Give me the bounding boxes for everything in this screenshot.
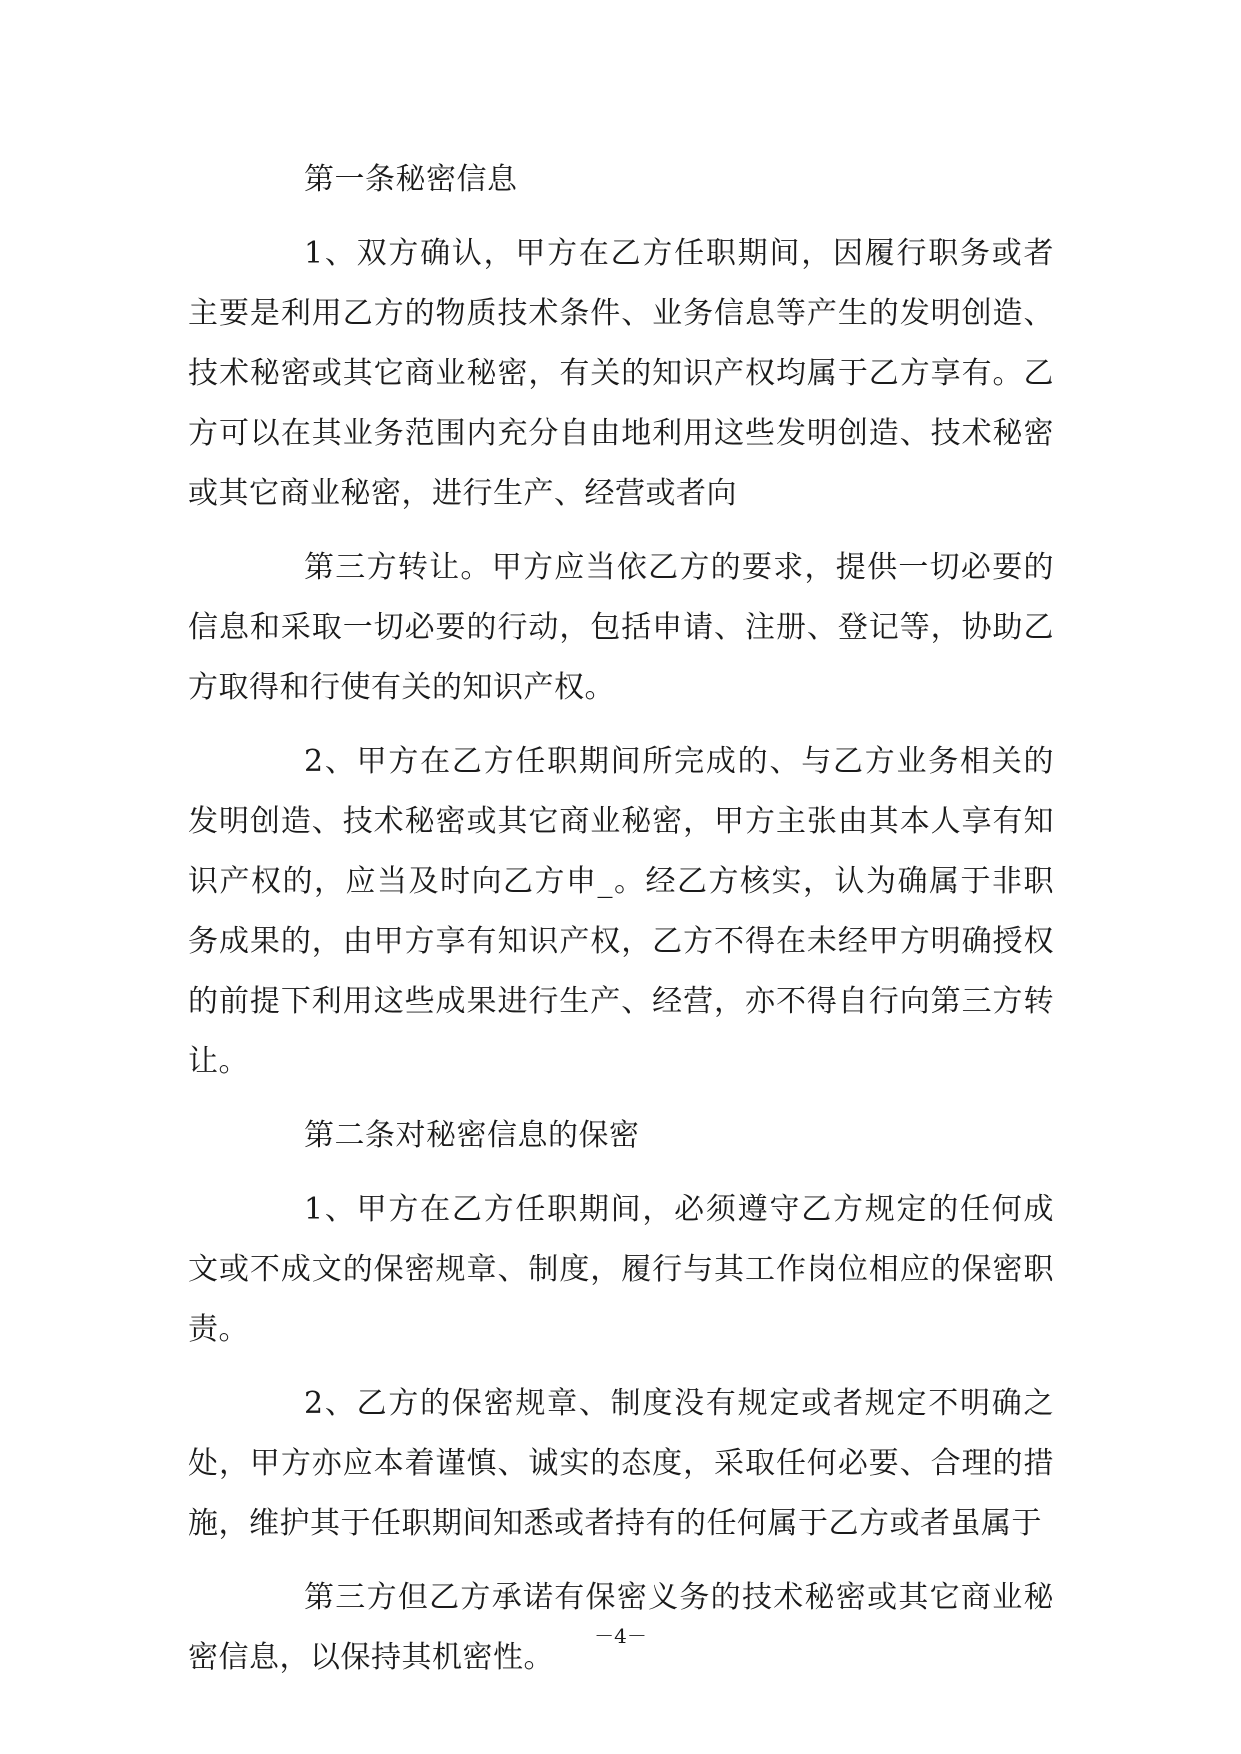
document-body: [188, 150, 1054, 1688]
page-number: －4－: [594, 1624, 647, 1648]
section-heading: 第一条秘密信息: [304, 162, 518, 197]
paragraph: 1、双方确认，甲方在乙方任职期间，因履行职务或者主要是利用乙方的物质技术条件、业务信息等产生的发明创造、技术秘密或其它商业秘密，有关的知识产权均属于乙方享有。乙方可以在其业务范围内充分自由地利用这些发明创造、技术秘密或其它商业秘密，进行生产、经营或者向: [188, 236, 1054, 511]
paragraph: 1、甲方在乙方任职期间，必须遵守乙方规定的任何成文或不成文的保密规章、制度，履行与其工作岗位相应的保密职责。: [188, 1192, 1054, 1347]
section-heading: 第二条对秘密信息的保密: [304, 1118, 640, 1153]
paragraph: 2、甲方在乙方任职期间所完成的、与乙方业务相关的发明创造、技术秘密或其它商业秘密，甲方主张由其本人享有知识产权的，应当及时向乙方申_。经乙方核实，认为确属于非职务成果的，由甲方享有知识产权，乙方不得在未经甲方明确授权的前提下利用这些成果进行生产、经营，亦不得自行向第三方转让。: [188, 744, 1054, 1079]
paragraph: 2、乙方的保密规章、制度没有规定或者规定不明确之处，甲方亦应本着谨慎、诚实的态度，采取任何必要、合理的措施，维护其于任职期间知悉或者持有的任何属于乙方或者虽属于: [188, 1386, 1054, 1541]
paragraph: 第三方但乙方承诺有保密义务的技术秘密或其它商业秘密信息，以保持其机密性。: [188, 1580, 1054, 1675]
paragraph: 第三方转让。甲方应当依乙方的要求，提供一切必要的信息和采取一切必要的行动，包括申请、注册、登记等，协助乙方取得和行使有关的知识产权。: [188, 550, 1054, 705]
